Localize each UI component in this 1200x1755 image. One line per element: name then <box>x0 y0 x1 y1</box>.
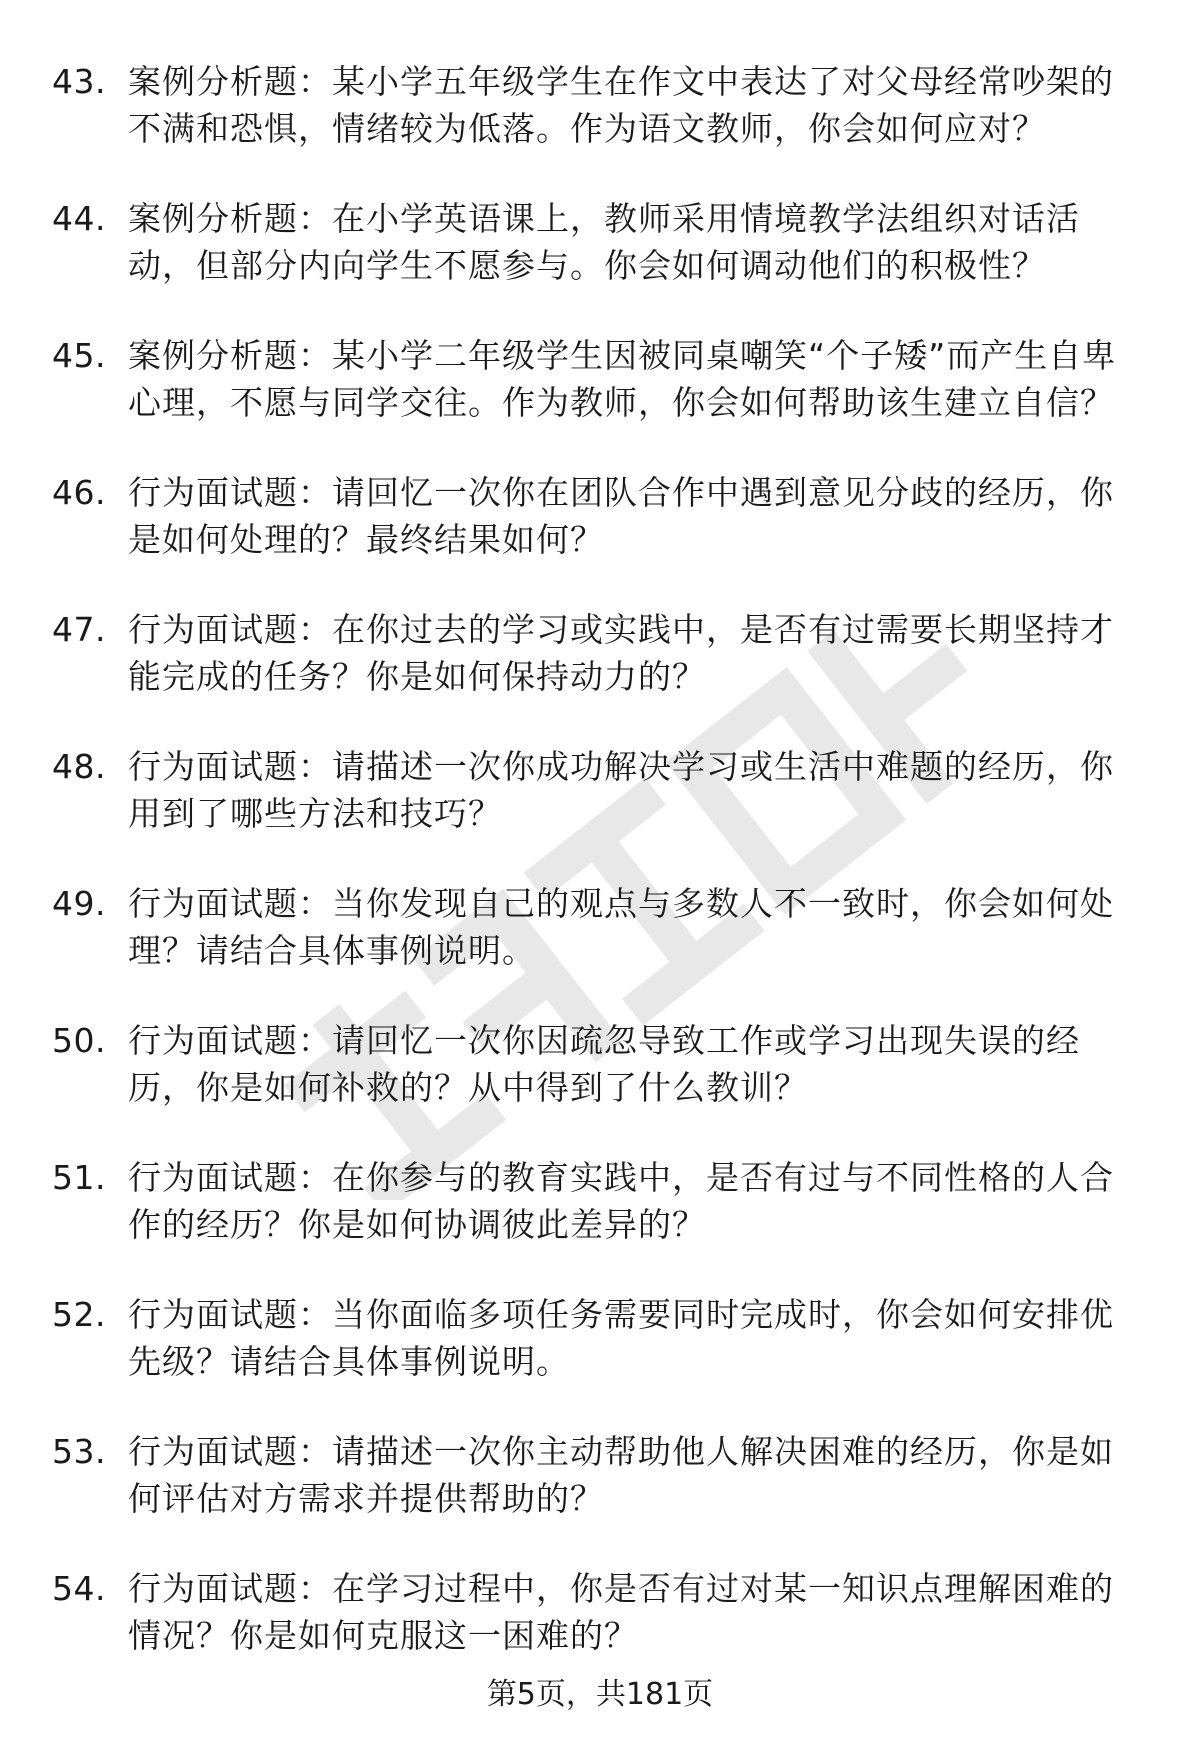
question-text: 行为面试题：在你过去的学习或实践中，是否有过需要长期坚持才能完成的任务？你是如何保持动力的？ <box>128 610 1114 696</box>
question-text: 行为面试题：在学习过程中，你是否有过对某一知识点理解困难的情况？你是如何克服这一困难的？ <box>128 1569 1114 1655</box>
question-number: 54. <box>52 1569 106 1608</box>
question-number: 49. <box>52 884 106 923</box>
question-text: 案例分析题：某小学二年级学生因被同桌嘲笑“个子矮”而产生自卑心理，不愿与同学交往。作为教师，你会如何帮助该生建立自信？ <box>128 336 1117 422</box>
question-number: 47. <box>52 610 106 649</box>
question-text: 行为面试题：请回忆一次你因疏忽导致工作或学习出现失误的经历，你是如何补救的？从中得到了什么教训？ <box>128 1021 1080 1107</box>
page-number-footer: 第5页，共181页 <box>486 1677 714 1712</box>
question-number: 46. <box>52 473 106 512</box>
question-item <box>52 880 1152 974</box>
question-item <box>52 469 1152 563</box>
question-item <box>52 606 1152 700</box>
question-item <box>52 332 1152 426</box>
question-text: 行为面试题：请描述一次你成功解决学习或生活中难题的经历，你用到了哪些方法和技巧？ <box>128 747 1114 833</box>
question-text: 行为面试题：请回忆一次你在团队合作中遇到意见分歧的经历，你是如何处理的？最终结果如何？ <box>128 473 1114 559</box>
question-text: 案例分析题：在小学英语课上，教师采用情境教学法组织对话活动，但部分内向学生不愿参与。你会如何调动他们的积极性？ <box>128 199 1080 285</box>
question-item <box>52 743 1152 837</box>
question-list <box>52 58 1152 1702</box>
question-text: 行为面试题：在你参与的教育实践中，是否有过与不同性格的人合作的经历？你是如何协调彼此差异的？ <box>128 1158 1114 1244</box>
question-number: 51. <box>52 1158 106 1197</box>
question-number: 43. <box>52 62 106 101</box>
question-text: 行为面试题：当你面临多项任务需要同时完成时，你会如何安排优先级？请结合具体事例说明。 <box>128 1295 1114 1381</box>
question-item <box>52 1154 1152 1248</box>
question-number: 50. <box>52 1021 106 1060</box>
question-item <box>52 1565 1152 1659</box>
question-item <box>52 1017 1152 1111</box>
question-number: 48. <box>52 747 106 786</box>
question-item <box>52 1428 1152 1522</box>
question-text: 行为面试题：请描述一次你主动帮助他人解决困难的经历，你是如何评估对方需求并提供帮助的？ <box>128 1432 1114 1518</box>
question-number: 53. <box>52 1432 106 1471</box>
question-number: 52. <box>52 1295 106 1334</box>
question-number: 45. <box>52 336 106 375</box>
question-number: 44. <box>52 199 106 238</box>
question-item <box>52 58 1152 152</box>
question-text: 案例分析题：某小学五年级学生在作文中表达了对父母经常吵架的不满和恐惧，情绪较为低落。作为语文教师，你会如何应对？ <box>128 62 1114 148</box>
question-item <box>52 195 1152 289</box>
question-text: 行为面试题：当你发现自己的观点与多数人不一致时，你会如何处理？请结合具体事例说明。 <box>128 884 1114 970</box>
question-item <box>52 1291 1152 1385</box>
